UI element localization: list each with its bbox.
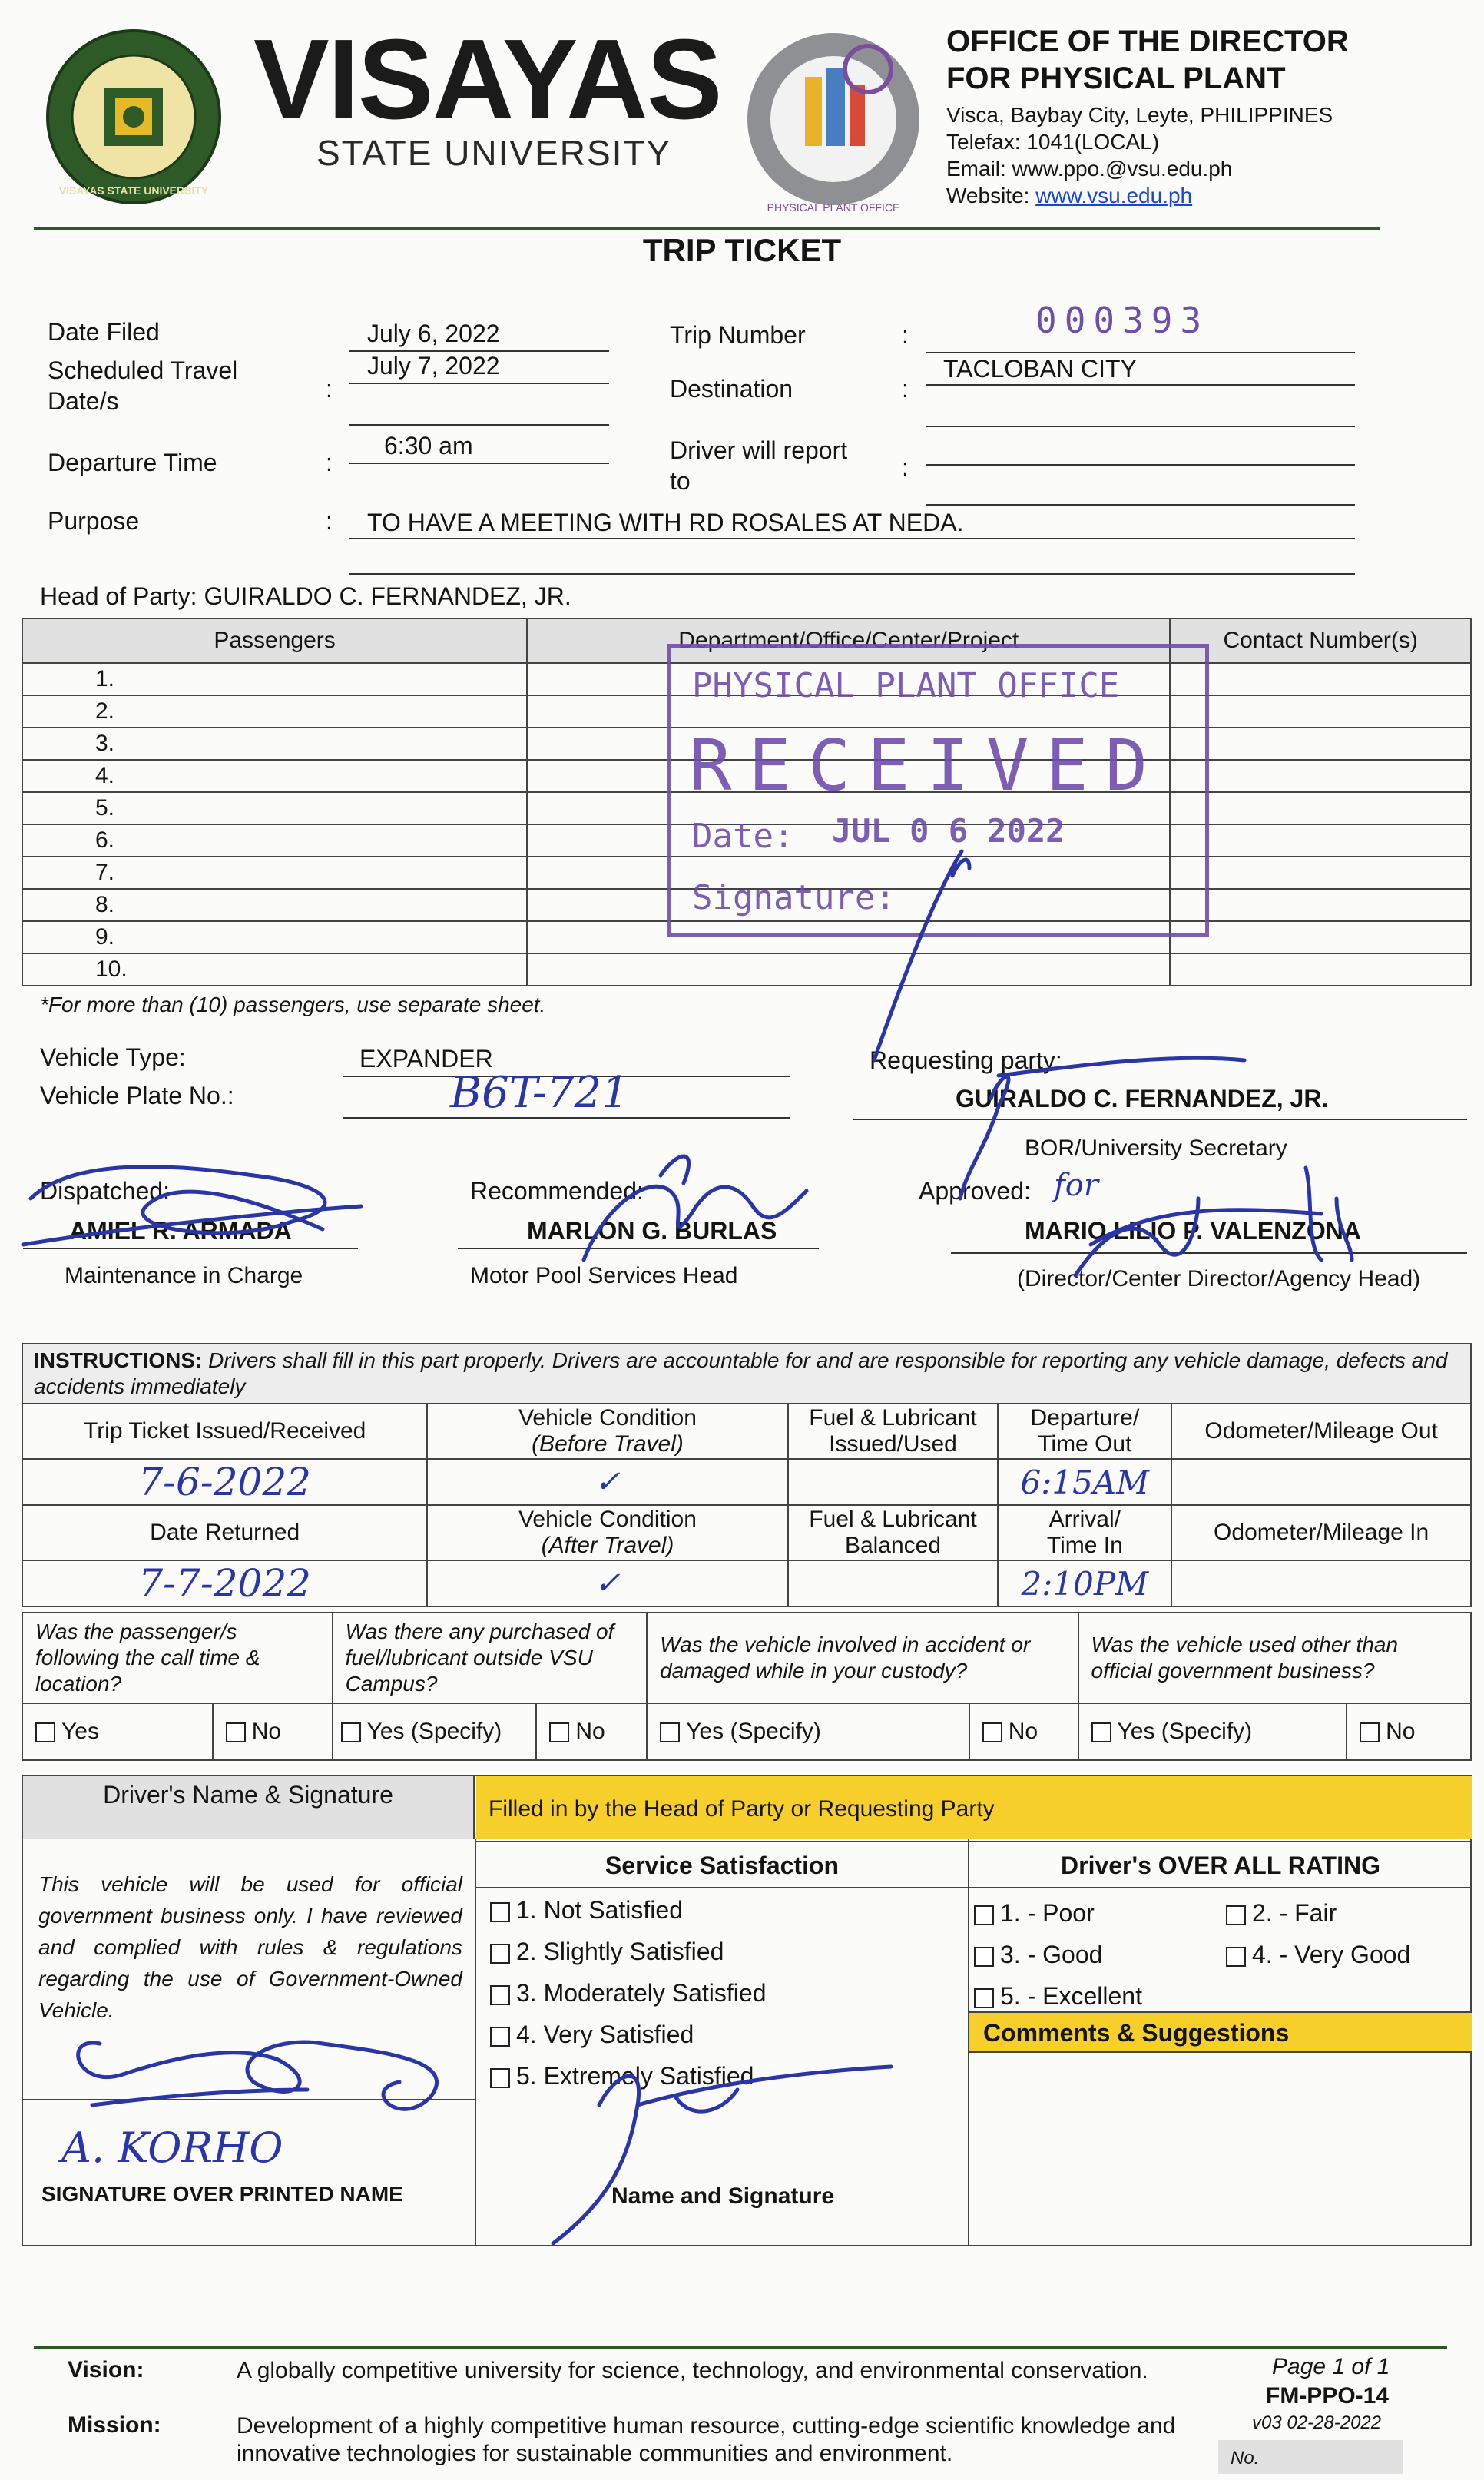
purpose-colon: : [326, 507, 333, 535]
purpose-label: Purpose [48, 507, 140, 535]
rating-ink-signatures [0, 2013, 1484, 2289]
website-link[interactable]: www.vsu.edu.ph [1035, 184, 1193, 207]
name-and-signature-label: Name and Signature [611, 2183, 835, 2209]
date-filed-value: July 6, 2022 [367, 320, 500, 347]
returned-label: Date Returned [22, 1505, 427, 1560]
vehicle-type-value: EXPANDER [359, 1045, 493, 1073]
ppo-logo-text: PHYSICAL PLANT OFFICE [767, 201, 900, 214]
form-no-label: No. [1231, 2448, 1260, 2468]
service-option[interactable] [490, 1896, 767, 1938]
overall-good-checkbox[interactable] [974, 1947, 994, 1967]
driver-statement: This vehicle will be used for official government business only. I have reviewed and complied with rules & regulations regarding the use of Government-Owned Vehicle. [38, 1872, 462, 2022]
driver-name-header: Driver's Name & Signature [23, 1776, 475, 1839]
q3-no-checkbox[interactable] [982, 1722, 1002, 1742]
overall-fair-label: 2. - Fair [1252, 1899, 1337, 1927]
driver-printed-name: A. KORHO [61, 2124, 283, 2172]
stamp-received: RECEIVED [689, 724, 1165, 807]
office-title-1: OFFICE OF THE DIRECTOR [946, 25, 1349, 58]
odometer-in-label: Odometer/Mileage In [1171, 1505, 1471, 1560]
form-no-box [1218, 2440, 1403, 2474]
departure-time-out-label: Departure/ Time Out [998, 1404, 1171, 1459]
purpose-value: TO HAVE A MEETING WITH RD ROSALES AT NEDA. [367, 509, 964, 536]
passenger-number: 8. [22, 889, 527, 921]
overall-rating-header: Driver's OVER ALL RATING [969, 1841, 1472, 1888]
q2-yes-checkbox[interactable] [341, 1722, 361, 1742]
arrival-time-in-label: Arrival/ Time In [998, 1505, 1171, 1560]
q4-yes-option[interactable]: Yes (Specify) [1078, 1703, 1347, 1760]
vehicle-condition-before: Vehicle Condition (Before Travel) [427, 1404, 787, 1459]
party-signature [553, 2067, 891, 2243]
passenger-number: 4. [22, 760, 527, 792]
odometer-out-value [1171, 1459, 1471, 1505]
q1-no-option[interactable]: No [213, 1703, 333, 1760]
service-checkbox[interactable] [490, 1985, 510, 2005]
service-option-label: 3. Moderately Satisfied [516, 1979, 767, 2007]
requesting-party-title: BOR/University Secretary [1025, 1136, 1287, 1161]
dispatched-signature [23, 1167, 361, 1245]
form-version: v03 02-28-2022 [1252, 2412, 1382, 2433]
overall-very-good-label: 4. - Very Good [1252, 1941, 1411, 1968]
passenger-contact[interactable] [1170, 792, 1471, 824]
driver-signature [78, 2042, 437, 2109]
issued-date-value: 7-6-2022 [22, 1459, 427, 1505]
approved-label: Approved: [919, 1177, 1031, 1205]
passenger-number: 7. [22, 857, 527, 889]
passenger-number: 9. [22, 921, 527, 953]
head-of-party: Head of Party: GUIRALDO C. FERNANDEZ, JR. [40, 582, 571, 610]
overall-very-good-checkbox[interactable] [1226, 1947, 1246, 1967]
passenger-number: 3. [22, 728, 527, 760]
stamp-date-label: Date: [692, 817, 794, 856]
fuel-balanced-value [788, 1560, 999, 1606]
service-option-label: 1. Not Satisfied [516, 1896, 683, 1924]
instructions-label: INSTRUCTIONS: [34, 1348, 203, 1372]
q1-yes-checkbox[interactable] [35, 1722, 55, 1742]
service-option[interactable] [490, 1938, 767, 1979]
vehicle-plate-value: B6T-721 [450, 1068, 629, 1118]
destination-label: Destination [670, 375, 793, 403]
driver-report-label: Driver will report to [670, 436, 848, 495]
passenger-contact[interactable] [1170, 760, 1471, 792]
vision-text: A globally competitive university for science, technology, and environmental conservation. [237, 2358, 1148, 2383]
requesting-party-label: Requesting party: [870, 1046, 1062, 1074]
departure-time-value: 6:30 am [384, 432, 473, 459]
dispatched-label: Dispatched: [40, 1177, 170, 1205]
overall-poor-checkbox[interactable] [974, 1905, 994, 1925]
instructions-box [22, 1343, 1472, 1404]
q3-no-option[interactable]: No [969, 1703, 1078, 1760]
passenger-contact[interactable] [1170, 728, 1471, 760]
q3-yes-option[interactable]: Yes (Specify) [647, 1703, 969, 1760]
scheduled-colon: : [326, 375, 333, 403]
service-checkbox[interactable] [490, 1944, 510, 1964]
questions-table [22, 1612, 1472, 1761]
overall-poor-label: 1. - Poor [1000, 1899, 1095, 1927]
approved-name: MARIO LILIO P. VALENZONA [1025, 1217, 1361, 1245]
dispatched-title: Maintenance in Charge [65, 1263, 303, 1288]
passenger-contact[interactable] [1170, 663, 1471, 695]
after-check-mark: ✓ [427, 1560, 787, 1606]
destination-colon: : [902, 375, 909, 403]
requesting-party-signature [960, 1058, 1244, 1199]
q2-no-option[interactable]: No [536, 1703, 647, 1760]
mission-text: Development of a highly competitive human resource, cutting-edge scientific knowledge and innovative technologies for sustainable communities and environment. [237, 2413, 1176, 2466]
office-telefax: Telefax: 1041(LOCAL) [946, 130, 1160, 154]
arrival-time-in-value: 2:10PM [998, 1560, 1171, 1606]
instructions-text: Drivers shall fill in this part properly. Drivers are accountable for and are responsible for reporting any vehicle damage, defects and accidents immediately [34, 1348, 1448, 1398]
dispatched-name: AMIEL R. ARMADA [69, 1217, 292, 1245]
q4-yes-checkbox[interactable] [1091, 1722, 1111, 1742]
university-subtitle: STATE UNIVERSITY [316, 133, 672, 173]
service-option-label: 5. Extremely Satisfied [516, 2062, 754, 2090]
passenger-number: 6. [22, 824, 527, 857]
fuel-issued-label: Fuel & Lubricant Issued/Used [788, 1404, 999, 1459]
service-option-label: 4. Very Satisfied [516, 2021, 694, 2048]
approved-for-mark: for [1054, 1168, 1099, 1203]
trip-log-table [22, 1403, 1472, 1607]
driver-report-colon: : [902, 453, 909, 481]
office-email: Email: www.ppo.@vsu.edu.ph [946, 157, 1233, 181]
passenger-number: 2. [22, 695, 527, 728]
destination-value: TACLOBAN CITY [943, 355, 1137, 383]
requesting-party-name: GUIRALDO C. FERNANDEZ, JR. [956, 1085, 1329, 1112]
recommended-signature [584, 1156, 807, 1260]
q3-yes-checkbox[interactable] [660, 1722, 680, 1742]
footer-divider [34, 2346, 1447, 2349]
vehicle-plate-label: Vehicle Plate No.: [40, 1082, 234, 1109]
stamp-signature [874, 851, 969, 1060]
returned-date-value: 7-7-2022 [22, 1560, 427, 1606]
office-title-2: FOR PHYSICAL PLANT [946, 61, 1286, 95]
vehicle-condition-after: Vehicle Condition (After Travel) [427, 1505, 787, 1560]
trip-number-label: Trip Number [670, 321, 806, 349]
q1-no-checkbox[interactable] [226, 1722, 246, 1742]
mission-label: Mission: [68, 2412, 161, 2438]
passenger-number: 1. [22, 663, 527, 695]
overall-excellent-label: 5. - Excellent [1000, 1982, 1142, 2010]
vehicle-type-label: Vehicle Type: [40, 1043, 186, 1071]
stamp-signature-label: Signature: [692, 878, 896, 917]
q4-no-checkbox[interactable] [1360, 1722, 1380, 1742]
overall-fair-checkbox[interactable] [1226, 1905, 1246, 1925]
q4-no-option[interactable]: No [1347, 1703, 1471, 1760]
contact-header: Contact Number(s) [1170, 618, 1471, 663]
trip-number-colon: : [902, 321, 909, 349]
ink-signatures [0, 845, 1484, 1321]
stamp-date-value: JUL 0 6 2022 [832, 812, 1065, 850]
ppo-logo [737, 23, 929, 215]
department-header: Department/Office/Center/Project [527, 618, 1170, 663]
departure-colon: : [326, 449, 333, 476]
approved-signature [1075, 1168, 1352, 1275]
odometer-out-label: Odometer/Mileage Out [1171, 1404, 1471, 1459]
page-number: Page 1 of 1 [1272, 2354, 1390, 2379]
office-address: Visca, Baybay City, Leyte, PHILIPPINES [946, 103, 1333, 127]
question-3: Was the vehicle involved in accident or damaged while in your custody? [647, 1613, 1078, 1703]
passenger-note: *For more than (10) passengers, use separate sheet. [40, 993, 546, 1016]
departure-time-label: Departure Time [48, 449, 217, 476]
passenger-number: 10. [22, 953, 527, 986]
website-label: Website: [946, 184, 1030, 207]
odometer-in-value [1171, 1560, 1471, 1606]
form-title: TRIP TICKET [642, 232, 842, 268]
passengers-header: Passengers [22, 618, 527, 663]
service-option-label: 2. Slightly Satisfied [516, 1938, 724, 1965]
scheduled-travel-label: Scheduled Travel Date/s [48, 356, 238, 415]
university-seal [45, 28, 223, 206]
recommended-title: Motor Pool Services Head [470, 1263, 738, 1288]
q2-no-checkbox[interactable] [549, 1722, 569, 1742]
q1-yes-option[interactable]: Yes [22, 1703, 213, 1760]
issued-label: Trip Ticket Issued/Received [22, 1404, 427, 1459]
service-checkbox[interactable] [490, 1902, 510, 1922]
question-1: Was the passenger/s following the call time & location? [22, 1613, 333, 1703]
fuel-issued-value [788, 1459, 999, 1505]
date-filed-label: Date Filed [48, 318, 160, 346]
scheduled-travel-value: July 7, 2022 [367, 352, 500, 380]
passenger-contact[interactable] [1170, 695, 1471, 728]
q2-yes-option[interactable]: Yes (Specify) [333, 1703, 537, 1760]
recommended-name: MARLON G. BURLAS [527, 1217, 777, 1245]
seal-text: VISAYAS STATE UNIVERSITY [58, 184, 209, 197]
service-satisfaction-header: Service Satisfaction [476, 1841, 968, 1888]
recommended-label: Recommended: [470, 1177, 644, 1205]
comments-header: Comments & Suggestions [969, 2011, 1472, 2053]
overall-excellent-checkbox[interactable] [974, 1988, 994, 2008]
stamp-office: PHYSICAL PLANT OFFICE [692, 666, 1120, 705]
before-check-mark: ✓ [427, 1459, 787, 1505]
departure-time-out-value: 6:15AM [998, 1459, 1171, 1505]
form-code: FM-PPO-14 [1266, 2383, 1390, 2409]
trip-number-value: 000393 [1035, 300, 1210, 341]
question-2: Was there any purchased of fuel/lubricant outside VSU Campus? [333, 1613, 648, 1703]
filled-by-banner: Filled in by the Head of Party or Requesting Party [476, 1776, 1472, 1839]
question-4: Was the vehicle used other than official government business? [1078, 1613, 1471, 1703]
approved-title: (Director/Center Director/Agency Head) [1017, 1266, 1421, 1291]
overall-good-label: 3. - Good [1000, 1941, 1103, 1968]
header-divider [34, 227, 1380, 230]
signature-printed-label: SIGNATURE OVER PRINTED NAME [41, 2182, 403, 2206]
vision-label: Vision: [68, 2357, 144, 2382]
university-wordmark: VISAYAS [253, 16, 721, 143]
fuel-balanced-label: Fuel & Lubricant Balanced [788, 1505, 999, 1560]
passenger-number: 5. [22, 792, 527, 824]
